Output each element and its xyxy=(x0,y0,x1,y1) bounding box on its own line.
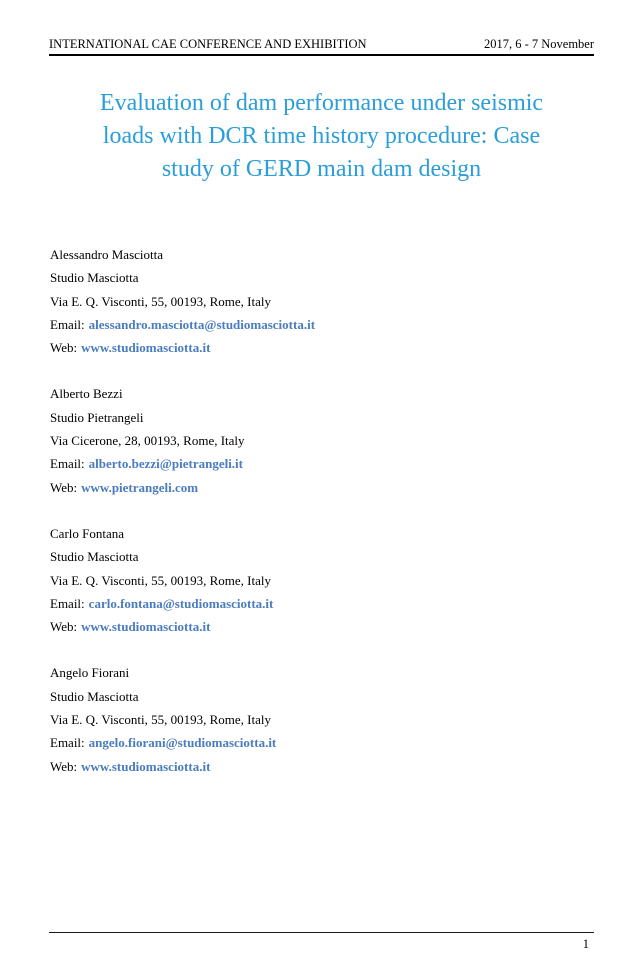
page-number: 1 xyxy=(582,937,589,951)
author-web-line xyxy=(50,755,594,778)
author-address: Via E. Q. Visconti, 55, 00193, Rome, Italy xyxy=(50,712,271,728)
author-name: Angelo Fiorani xyxy=(50,665,130,681)
email-label: Email: xyxy=(50,316,85,332)
web-label: Web: xyxy=(50,479,78,495)
email-link[interactable]: alberto.bezzi@pietrangeli.it xyxy=(88,456,244,472)
conference-name: INTERNATIONAL CAE CONFERENCE AND EXHIBITION xyxy=(49,37,367,51)
email-label: Email: xyxy=(50,735,85,751)
author-affiliation: Studio Pietrangeli xyxy=(50,409,144,425)
author-address: Via E. Q. Visconti, 55, 00193, Rome, Italy xyxy=(50,293,271,309)
web-link[interactable]: www.pietrangeli.com xyxy=(81,479,199,495)
web-label: Web: xyxy=(50,340,78,356)
web-link[interactable]: www.studiomasciotta.it xyxy=(81,758,211,774)
author-affiliation: Studio Masciotta xyxy=(50,270,139,286)
email-link[interactable]: angelo.fiorani@studiomasciotta.it xyxy=(88,735,277,751)
author-block-4 xyxy=(50,661,594,777)
author-email-line xyxy=(50,313,594,336)
paper-title-line-3: study of GERD main dam design xyxy=(161,156,482,182)
author-block-2 xyxy=(50,382,594,498)
email-label: Email: xyxy=(50,456,85,472)
page-footer xyxy=(49,932,594,952)
web-label: Web: xyxy=(50,619,78,635)
author-block-3 xyxy=(50,522,594,638)
author-address: Via E. Q. Visconti, 55, 00193, Rome, Italy xyxy=(50,572,271,588)
conference-date: 2017, 6 - 7 November xyxy=(483,37,594,51)
authors-section xyxy=(50,243,594,778)
author-name: Carlo Fontana xyxy=(50,525,125,541)
author-web-line xyxy=(50,336,594,359)
author-web-line xyxy=(50,476,594,499)
author-email-line xyxy=(50,592,594,615)
paper-title-line-2: loads with DCR time history procedure: Case xyxy=(102,123,541,149)
author-name: Alberto Bezzi xyxy=(50,386,123,402)
author-email-line xyxy=(50,452,594,475)
email-label: Email: xyxy=(50,595,85,611)
web-link[interactable]: www.studiomasciotta.it xyxy=(81,340,211,356)
author-affiliation: Studio Masciotta xyxy=(50,549,139,565)
web-label: Web: xyxy=(50,758,78,774)
paper-title xyxy=(30,87,613,186)
author-affiliation: Studio Masciotta xyxy=(50,688,139,704)
email-link[interactable]: carlo.fontana@studiomasciotta.it xyxy=(88,595,274,611)
author-web-line xyxy=(50,615,594,638)
paper-title-line-1: Evaluation of dam performance under seismic xyxy=(99,90,544,116)
author-email-line xyxy=(50,731,594,754)
author-block-1 xyxy=(50,243,594,359)
author-address: Via Cicerone, 28, 00193, Rome, Italy xyxy=(50,433,245,449)
author-name: Alessandro Masciotta xyxy=(50,247,164,262)
email-link[interactable]: alessandro.masciotta@studiomasciotta.it xyxy=(88,316,316,332)
page-header xyxy=(49,0,594,56)
web-link[interactable]: www.studiomasciotta.it xyxy=(81,619,211,635)
